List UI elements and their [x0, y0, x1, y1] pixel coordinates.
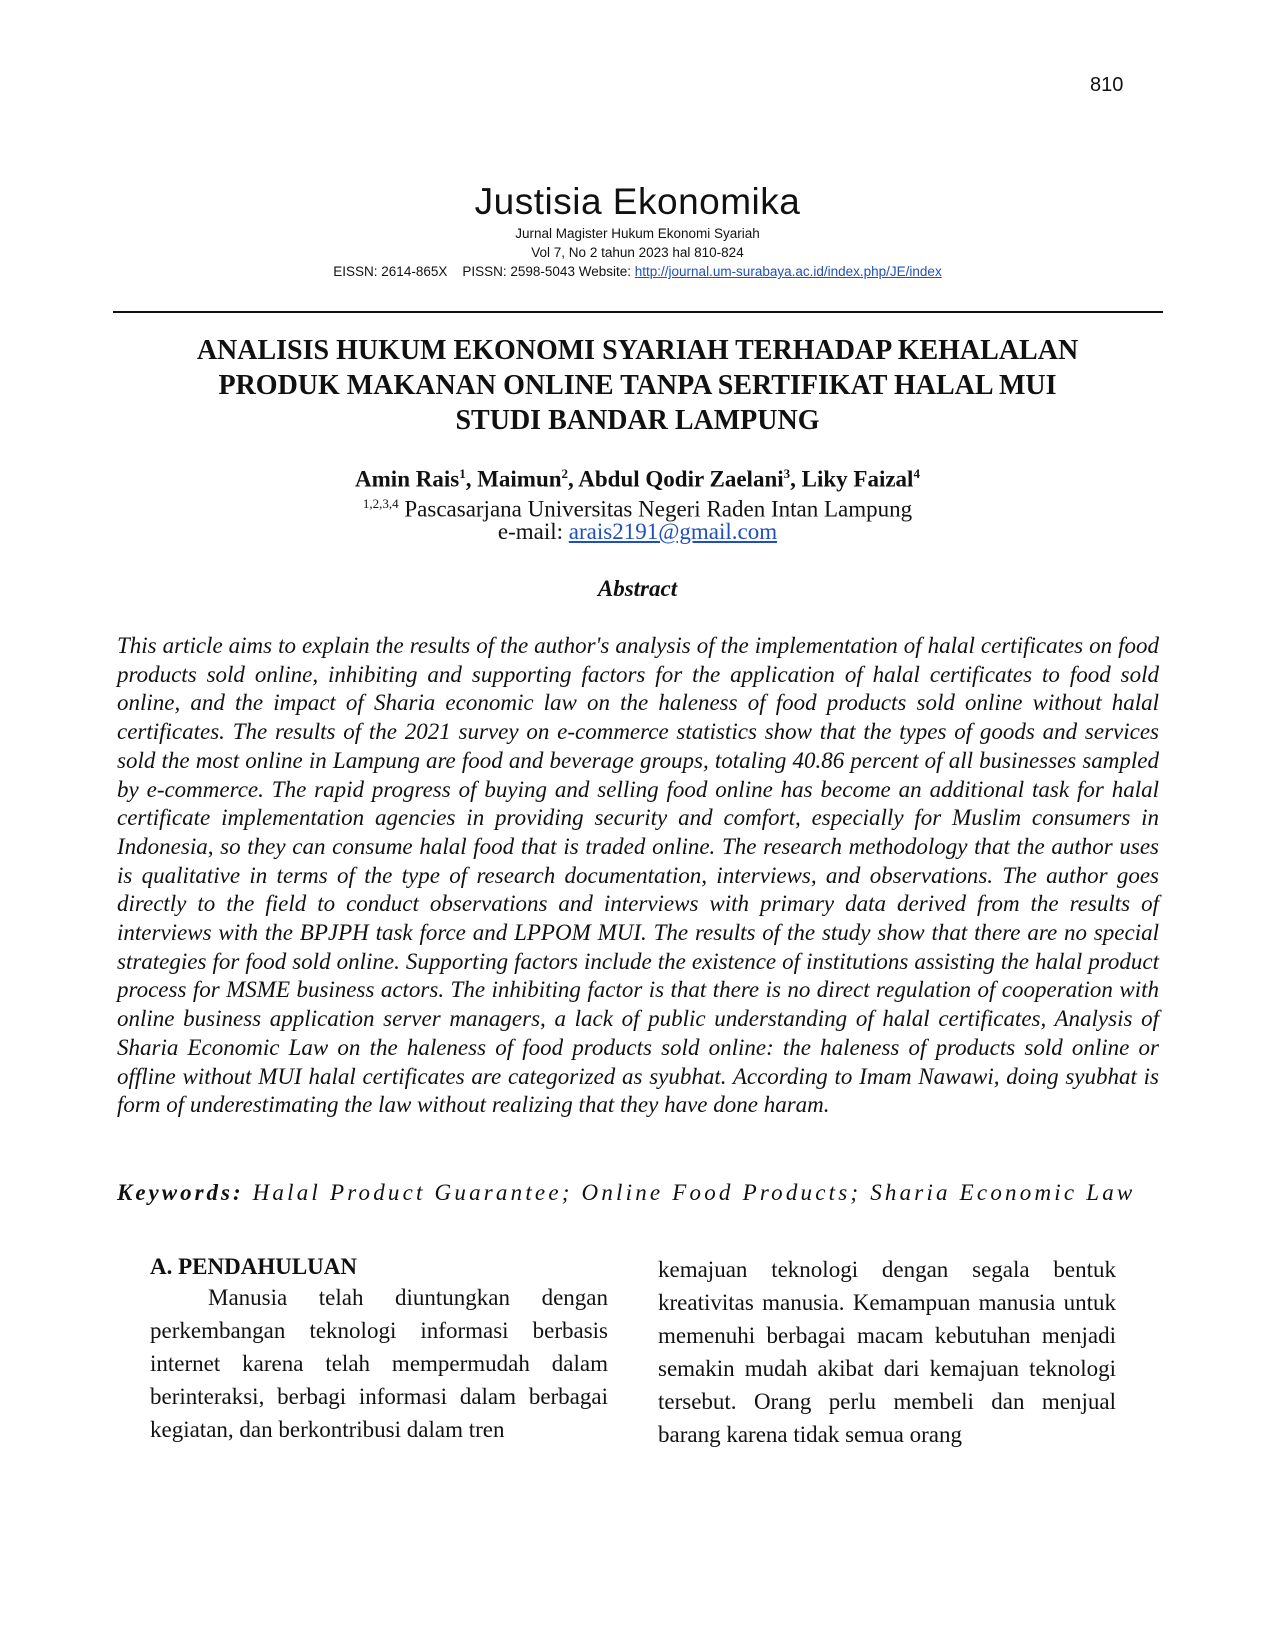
abstract-text: This article aims to explain the results of the author's analysis of the implementation of halal certificates on food products sold online, inhibiting and supporting factors for the application of halal certificates to food sold online, and the impact of Sharia economic law on the haleness of food products sold online without halal certificates. The results of the 2021 survey on e-commerce statistics show that the types of goods and services sold the most online in Lampung are food and beverage groups, totaling 40.86 percent of all businesses sampled by e-commerce. The rapid progress of buying and selling food online has become an additional task for halal certificate implementation agencies in providing security and comfort, especially for Muslim consumers in Indonesia, so they can consume halal food that is traded online. The research methodology that the author uses is qualitative in terms of the type of research documentation, interviews, and observations. The author goes directly to the field to conduct observations and interviews with primary data derived from the results of interviews with the BPJPH task force and LPPOM MUI. The results of the study show that there are no special strategies for food sold online. Supporting factors include the existence of institutions assisting the halal product process for MSME business actors. The inhibiting factor is that there is no direct regulation of cooperation with online business application server managers, a lack of public understanding of halal certificates, Analysis of Sharia Economic Law on the haleness of food products sold online: the haleness of products sold online or offline without MUI halal certificates are categorized as syubhat. According to Imam Nawawi, doing syubhat is form of underestimating the law without realizing that they have done haram. — [117, 633, 1159, 1118]
journal-title: Justisia Ekonomika — [474, 181, 801, 222]
section-heading: A. PENDAHULUAN — [150, 1254, 357, 1279]
email-label: e-mail: — [497, 519, 564, 544]
author-name: Maimun — [477, 466, 562, 492]
journal-website-link[interactable]: http://journal.um-surabaya.ac.id/index.php/JE/index — [634, 264, 942, 279]
journal-volume: Vol 7, No 2 tahun 2023 hal 810-824 — [531, 245, 744, 260]
author-separator: , — [790, 466, 802, 492]
author-separator: , — [465, 466, 478, 492]
keywords-label: Keywords: — [117, 1180, 244, 1205]
author-affiliation-mark: 3 — [783, 466, 791, 481]
journal-website-label: Website: — [578, 264, 631, 279]
author-affiliation-mark: 2 — [561, 466, 569, 481]
header-divider — [113, 311, 1163, 313]
author-affiliation-mark: 1 — [459, 466, 466, 481]
journal-subtitle: Jurnal Magister Hukum Ekonomi Syariah — [515, 226, 760, 241]
article-title — [150, 333, 1125, 438]
body-paragraph: Manusia telah diuntungkan dengan perkembangan teknologi informasi berbasis internet karena telah mempermudah dalam berinteraksi, berbagi informasi dalam berbagai kegiatan, dan berkontribusi dalam tren — [150, 1285, 608, 1442]
journal-issn-line — [0, 262, 1275, 281]
journal-masthead — [0, 180, 1275, 281]
article-title-line: STUDI BANDAR LAMPUNG — [455, 405, 820, 436]
abstract-heading: Abstract — [597, 576, 678, 601]
author-email — [0, 518, 1275, 546]
affiliation-mark: 1,2,3,4 — [362, 496, 399, 511]
author-affiliation-mark: 4 — [913, 466, 920, 481]
body-column-left — [150, 1254, 608, 1446]
body-paragraph: kemajuan teknologi dengan segala bentuk kreativitas manusia. Kemampuan manusia untuk memenuhi berbagai macam kebutuhan menjadi semakin mudah akibat dari kemajuan teknologi tersebut. Orang perlu membeli dan menjual barang karena tidak semua orang — [658, 1257, 1116, 1447]
article-title-line: ANALISIS HUKUM EKONOMI SYARIAH TERHADAP KEHALALAN — [196, 335, 1079, 366]
body-column-right — [658, 1253, 1116, 1451]
keywords-line — [117, 1180, 1177, 1206]
article-title-line: PRODUK MAKANAN ONLINE TANPA SERTIFIKAT HALAL MUI — [218, 370, 1057, 401]
journal-pissn: PISSN: 2598-5043 — [462, 264, 575, 279]
email-link[interactable]: arais2191@gmail.com — [568, 519, 778, 544]
author-name: Abdul Qodir Zaelani — [578, 466, 784, 492]
author-name: Liky Faizal — [801, 466, 914, 492]
journal-eissn: EISSN: 2614-865X — [333, 264, 448, 279]
page-number: 810 — [1090, 74, 1124, 96]
author-name: Amin Rais — [355, 466, 460, 492]
author-separator: , — [568, 466, 579, 492]
keywords-text: Halal Product Guarantee; Online Food Products; Sharia Economic Law — [252, 1180, 1136, 1205]
affiliation-text: Pascasarjana Universitas Negeri Raden Intan Lampung — [404, 496, 913, 522]
